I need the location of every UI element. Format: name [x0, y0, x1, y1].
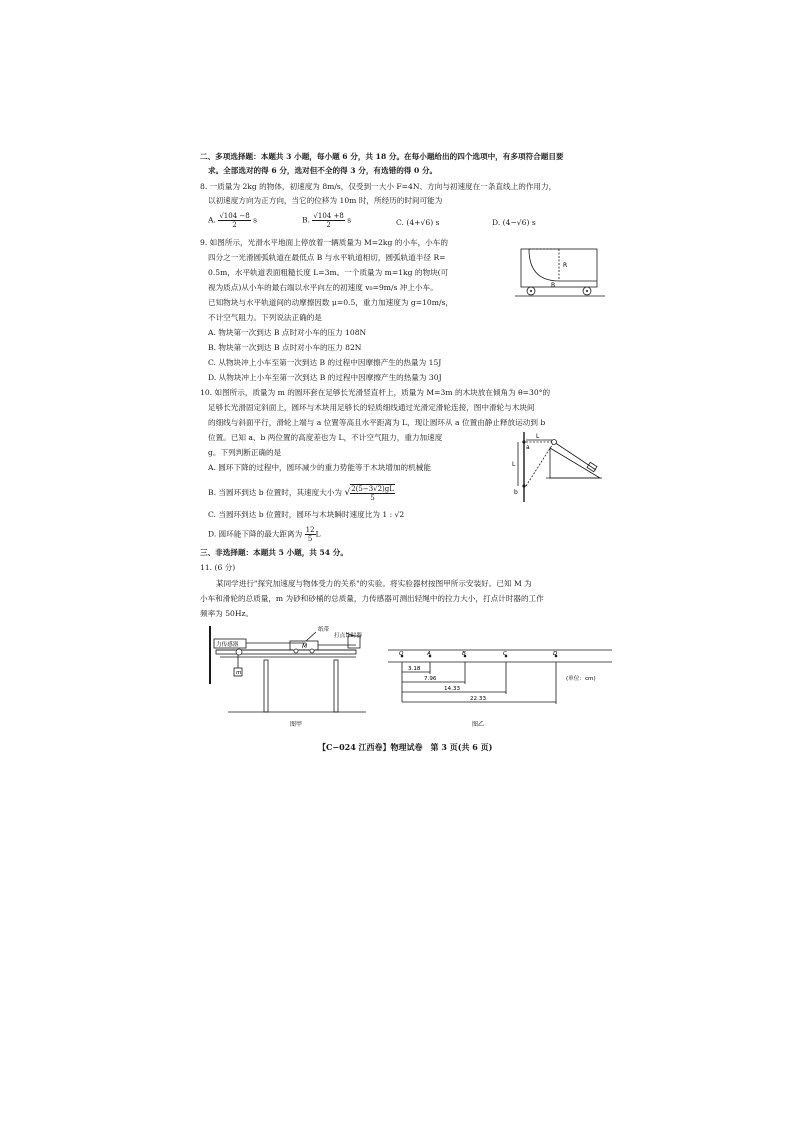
section2-title-line1: 二、多项选择题：本题共 3 小题，每小题 6 分，共 18 分。在每小题给出的四个选项中，有多项符合题目要 [200, 152, 564, 161]
q8-option-c: C. (4+√6) s [396, 218, 440, 227]
q8-line2: 以初速度方向为正方向，当它的位移为 10m 时，所经历的时间可能为 [208, 196, 443, 205]
fig-a-pulley [236, 649, 242, 655]
q8-option-b-fraction [312, 212, 344, 229]
q10-line3: 的细线与斜面平行，滑轮上端与 a 位置等高且水平距离为 L，现让圆环从 a 位置由静止释放运动到 b [208, 418, 546, 427]
q10-option-d-fraction [305, 526, 316, 543]
q10-option-a: A. 圆环下降的过程中，圆环减少的重力势能等于木块增加的机械能 [208, 463, 431, 472]
q8-line1: 8. 一质量为 2kg 的物体，初速度为 8m/s，仅受到一大小 F=4N、方向与初速度在一条直线上的作用力， [200, 182, 557, 191]
section3-title: 三、非选择题：本题共 5 小题，共 54 分。 [200, 548, 348, 557]
q9-wheel-right-hub [586, 290, 588, 292]
q8-option-b [302, 212, 351, 229]
fig-b-point-o: O [399, 651, 404, 657]
q8-option-a-num: √104 −8 [219, 212, 250, 220]
q11-head: 11. (6 分) [200, 563, 236, 572]
q9-option-d: D. 从物块冲上小车至第一次到达 B 的过程中因摩擦产生的热量为 30J [208, 373, 442, 382]
q10-line4: 位置。已知 a、b 两位置的高度差也为 L，不计空气阻力，重力加速度 [208, 433, 443, 442]
q8-option-b-den: 2 [326, 221, 331, 229]
fig-b-point-a: A [427, 651, 431, 657]
q8-option-a-unit: s [253, 215, 258, 225]
fig-b-unit: (单位：cm) [566, 676, 596, 682]
q9-option-c: C. 从物块冲上小车至第一次到达 B 的过程中因摩擦产生的热量为 15J [208, 358, 442, 367]
q8-option-b-unit: s [347, 215, 352, 225]
q9-line6: 不计空气阻力。下列说法正确的是 [208, 313, 322, 322]
q11-line3: 频率为 50Hz。 [200, 609, 254, 618]
q9-label-r: R [563, 262, 568, 269]
q11-line1: 某同学进行"探究加速度与物体受力的关系"的实验。将实验器材按图甲所示安装好。已知 M 为 [216, 579, 532, 588]
q10-incline [550, 448, 600, 478]
fig-a-timer-label: 打点计时器 [334, 633, 362, 639]
fig-b-d2: 7.96 [424, 676, 437, 682]
q10-pulley-figure [504, 428, 604, 504]
q8-option-a-den: 2 [232, 221, 237, 229]
fig-a-wheel-2 [310, 649, 314, 653]
q8-option-b-label: B. [302, 215, 310, 225]
q9-label-b: B [551, 282, 556, 289]
q8-option-b-num: √104 +8 [313, 212, 344, 220]
fig-b-d3: 14.33 [444, 686, 461, 692]
q8-option-a-label: A. [208, 215, 216, 225]
fig-a-tape-leader [306, 632, 316, 641]
q10-line2: 足够长光滑固定斜面上，圆环与木块用足够长的轻质细线通过光滑定滑轮连接，图中滑轮与木块间 [208, 403, 535, 412]
q9-line1: 9. 如图所示，光滑水平地面上停放着一辆质量为 M=2kg 的小车，小车的 [200, 238, 448, 247]
section2-title-line2: 求。全部选对的得 6 分，选对但不全的得 3 分，有选错的得 0 分。 [208, 166, 438, 175]
q9-line3: 0.5m，水平轨道表面粗糙长度 L=3m。一个质量为 m=1kg 的物块(可 [208, 268, 449, 277]
q10-line1: 10. 如图所示，质量为 m 的圆环套在足够长光滑竖直杆上，质量为 M=3m 的木块放在倾角为 θ=30°的 [200, 388, 551, 397]
fig-a-sensor-label: 力传感器 [216, 642, 239, 648]
q11-figure-b [388, 646, 614, 730]
q10-ring-b [522, 484, 525, 487]
fig-b-caption: 图乙 [472, 721, 485, 728]
q9-line4: 视为质点)从小车的最右端以水平向左的初速度 v₀=9m/s 冲上小车。 [208, 283, 438, 292]
q10-option-b-radical: √ [344, 488, 351, 498]
q10-label-b: b [514, 489, 518, 496]
fig-b-point-c: C [503, 651, 507, 657]
q9-line5: 已知物块与水平轨道间的动摩擦因数 μ=0.5，重力加速度为 g=10m/s， [208, 298, 453, 307]
q10-label-l-side: L [512, 461, 516, 468]
q11-figure-a [206, 624, 386, 730]
q10-label-l-top: L [536, 433, 540, 440]
q8-option-a-fraction [218, 212, 250, 229]
fig-b-point-b: B [462, 651, 466, 657]
q10-option-d-den: 5 [307, 535, 313, 543]
q9-wheel-left-hub [530, 290, 532, 292]
fig-a-leg-left [264, 660, 268, 712]
q11-line2: 小车和滑轮的总质量，m 为砂和砂桶的总质量，力传感器可测出轻绳中的拉力大小，打点计时器的工作 [200, 594, 544, 603]
q9-cart-figure [515, 243, 605, 301]
q9-line2: 四分之一光滑圆弧轨道在最低点 B 与水平轨道相切，圆弧轨道半径 R= [208, 253, 446, 262]
fig-a-wheel-1 [294, 649, 298, 653]
fig-a-caption: 图甲 [290, 721, 303, 728]
q8-option-d: D. (4−√6) s [492, 218, 536, 227]
q9-option-b: B. 物块第一次到达 B 点时对小车的压力 82N [208, 343, 362, 352]
q10-option-b-fraction [350, 484, 395, 502]
q10-rope-block [554, 442, 596, 470]
q10-option-b [208, 484, 395, 502]
q10-option-c: C. 当圆环到达 b 位置时，圆环与木块瞬时速度比为 1 : √2 [208, 510, 405, 519]
q9-option-a: A. 物块第一次到达 B 点时对小车的压力 108N [208, 328, 367, 337]
q10-pulley [552, 440, 557, 445]
q10-option-b-num: 2(5−3√2)gL [351, 485, 394, 493]
q10-option-d-unit: L [315, 529, 321, 539]
q10-line5: g。下列判断正确的是 [208, 448, 282, 457]
fig-b-point-d: D [553, 651, 558, 657]
q10-label-a: a [526, 444, 530, 451]
q8-option-a [208, 212, 257, 229]
fig-a-tape-label: 纸带 [318, 627, 330, 633]
q10-option-d-num: 12 [305, 526, 315, 534]
fig-a-m-bucket: m [236, 670, 242, 676]
q10-option-b-den: 5 [370, 494, 375, 502]
fig-b-d4: 22.33 [470, 696, 487, 702]
fig-a-m-cart: M [302, 643, 308, 650]
fig-a-leg-right [334, 660, 338, 712]
fig-b-d1: 3.18 [408, 666, 421, 672]
q10-option-b-text: B. 当圆环到达 b 位置时，其速度大小为 [208, 488, 343, 497]
q10-option-d-text: D. 圆环能下降的最大距离为 [208, 529, 303, 539]
q10-option-d [208, 526, 321, 543]
page-footer: 【C−024 江西卷】物理试卷 第 3 页(共 6 页) [318, 742, 493, 752]
